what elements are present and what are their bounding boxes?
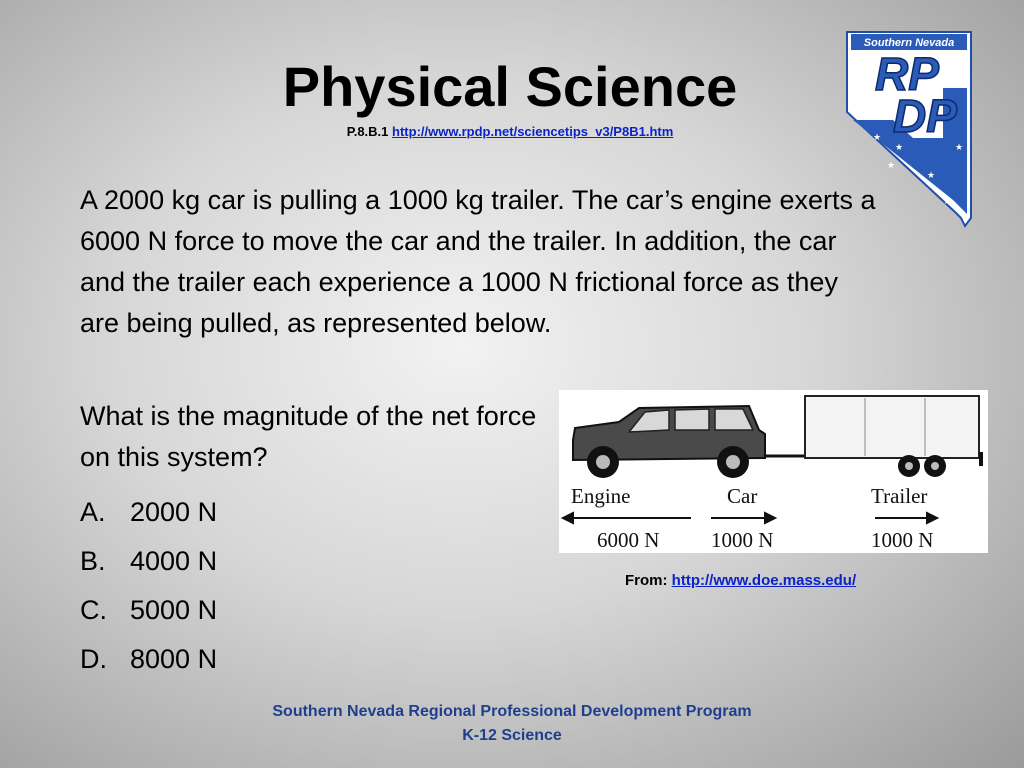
trailer-force-label: 1000 N <box>871 528 934 552</box>
trailer-label: Trailer <box>871 484 928 508</box>
question-text: A 2000 kg car is pulling a 1000 kg trailer. The car’s engine exerts a 6000 N force to move the car and the trailer. In addition, the car and the trailer each experience a 1000 N frictional force as they are being pulled, as represented below. <box>80 185 876 338</box>
svg-text:★: ★ <box>943 197 952 207</box>
svg-text:★: ★ <box>887 161 896 171</box>
answer-text: 5000 N <box>130 595 218 625</box>
force-arrows <box>563 513 937 523</box>
svg-text:★: ★ <box>895 143 904 153</box>
svg-text:★: ★ <box>955 143 964 153</box>
source-credit <box>625 572 856 589</box>
source-link[interactable]: http://www.doe.mass.edu/ <box>671 572 857 589</box>
answer-letter: B. <box>80 546 106 576</box>
footer-subject: K-12 Science <box>462 727 562 744</box>
engine-label: Engine <box>571 484 631 508</box>
answer-letter: D. <box>80 644 107 674</box>
answer-text: 8000 N <box>130 644 218 674</box>
footer-program: Southern Nevada Regional Professional Development Program <box>272 703 752 720</box>
logo-letters-rp: RP <box>875 48 939 100</box>
answer-c[interactable] <box>80 586 217 635</box>
ask-text: What is the magnitude of the net force on this system? <box>80 401 537 472</box>
subtitle <box>200 124 820 139</box>
slide-title: Physical Science <box>282 55 738 118</box>
engine-force-label: 6000 N <box>597 528 660 552</box>
car-force-label: 1000 N <box>711 528 774 552</box>
answer-letter: C. <box>80 595 107 625</box>
logo-letters-dp: DP <box>893 90 957 142</box>
answer-text: 4000 N <box>130 546 218 576</box>
answer-letter: A. <box>80 497 106 527</box>
rpdp-link[interactable]: http://www.rpdp.net/sciencetips_v3/P8B1.htm <box>392 124 674 139</box>
svg-text:★: ★ <box>873 133 882 143</box>
answer-text: 2000 N <box>130 497 218 527</box>
answer-list <box>80 488 217 684</box>
answer-a[interactable] <box>80 488 217 537</box>
trailer-icon <box>805 396 983 477</box>
answer-b[interactable] <box>80 537 217 586</box>
logo-top-text: Southern Nevada <box>863 37 955 49</box>
footer <box>0 700 1024 748</box>
svg-text:★: ★ <box>927 171 936 181</box>
answer-d[interactable] <box>80 635 217 684</box>
car-icon <box>573 406 765 478</box>
car-trailer-figure <box>559 390 988 553</box>
standard-code: P.8.B.1 <box>346 124 389 139</box>
car-label: Car <box>727 484 758 508</box>
source-prefix: From: <box>625 572 668 589</box>
